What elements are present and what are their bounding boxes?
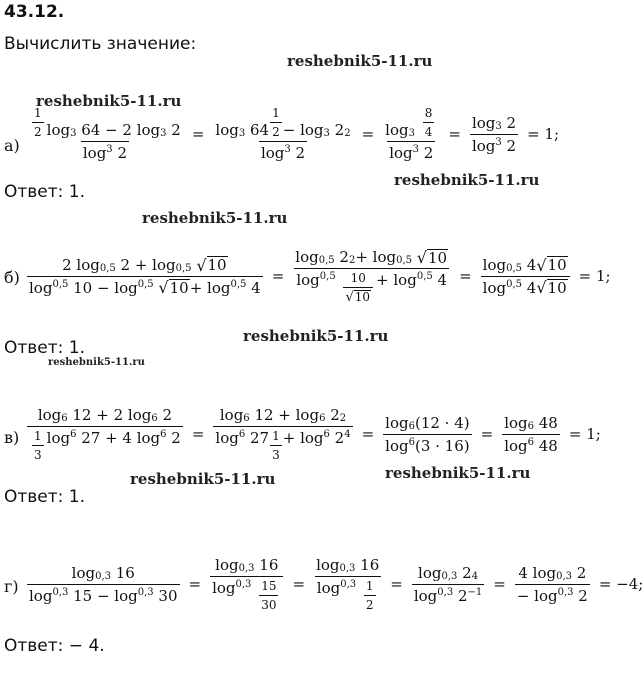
watermark: reshebnik5-11.ru [394,171,540,189]
part-c-label: в) [4,428,20,447]
watermark: reshebnik5-11.ru [385,464,531,482]
watermark: reshebnik5-11.ru [287,52,433,70]
part-b-answer: Ответ: 1. [4,338,86,358]
part-d-answer: Ответ: − 4. [4,636,105,656]
watermark: reshebnik5-11.ru [36,92,182,110]
watermark: reshebnik5-11.ru [130,470,276,488]
part-a-label: а) [4,136,20,155]
watermark: reshebnik5-11.ru [243,327,389,345]
part-d-label: г) [4,577,19,596]
problem-number: 43.12. [4,2,65,22]
part-c-answer: Ответ: 1. [4,487,86,507]
task-text: Вычислить значение: [4,34,197,54]
part-a-equation: $\frac{1}{2}$ log 3 64 − 2 log 3 2 log 3 2 = log 3 64 $\frac{1}{2}$ − log 3 2 2 log 3 2 = log 3 $\frac{8}{4}$ log 3 2 = log 3 2 log 3 2 = 1; [34,106,560,162]
part-c-equation: log 6 12 + 2 log 6 2 $\frac{1}{3}$ log 6 27 + 4 log 6 2 = log 6 12 + log 6 2 2 log 6 27 $\frac{1}{3}$ + log 6 2 4 = log 6 (12 · 4) log 6 (3 · 16) = log 6 48 log 6 48 = 1; [24,406,607,462]
watermark: reshebnik5-11.ru [48,357,145,368]
watermark: reshebnik5-11.ru [142,209,288,227]
part-d-equation: log 0,3 16 log 0,3 15 − log 0,3 30 = log 0,3 16 log 0,3 $\frac{15}{30}$ = log 0,3 16 log 0,3 $\frac{1}{2}$ = log 0,3 2 4 log 0,3 2 −1 = 4 log 0,3 2 − log 0,3 2 = −4; [29,556,643,612]
part-b-equation: 2 log 0,5 2 + log 0,5 √ 10 log 0,5 10 − log 0,5 √ 10 + log 0,5 4 = log 0,5 2 2 + log 0,5 √ 10 log 0,5 10 √ 10 + log 0,5 4 = log 0,5 4 √ 10 log 0,5 4 √ 10 = 1; [29,248,611,306]
part-a-answer: Ответ: 1. [4,182,86,202]
part-b-label: б) [4,268,20,287]
